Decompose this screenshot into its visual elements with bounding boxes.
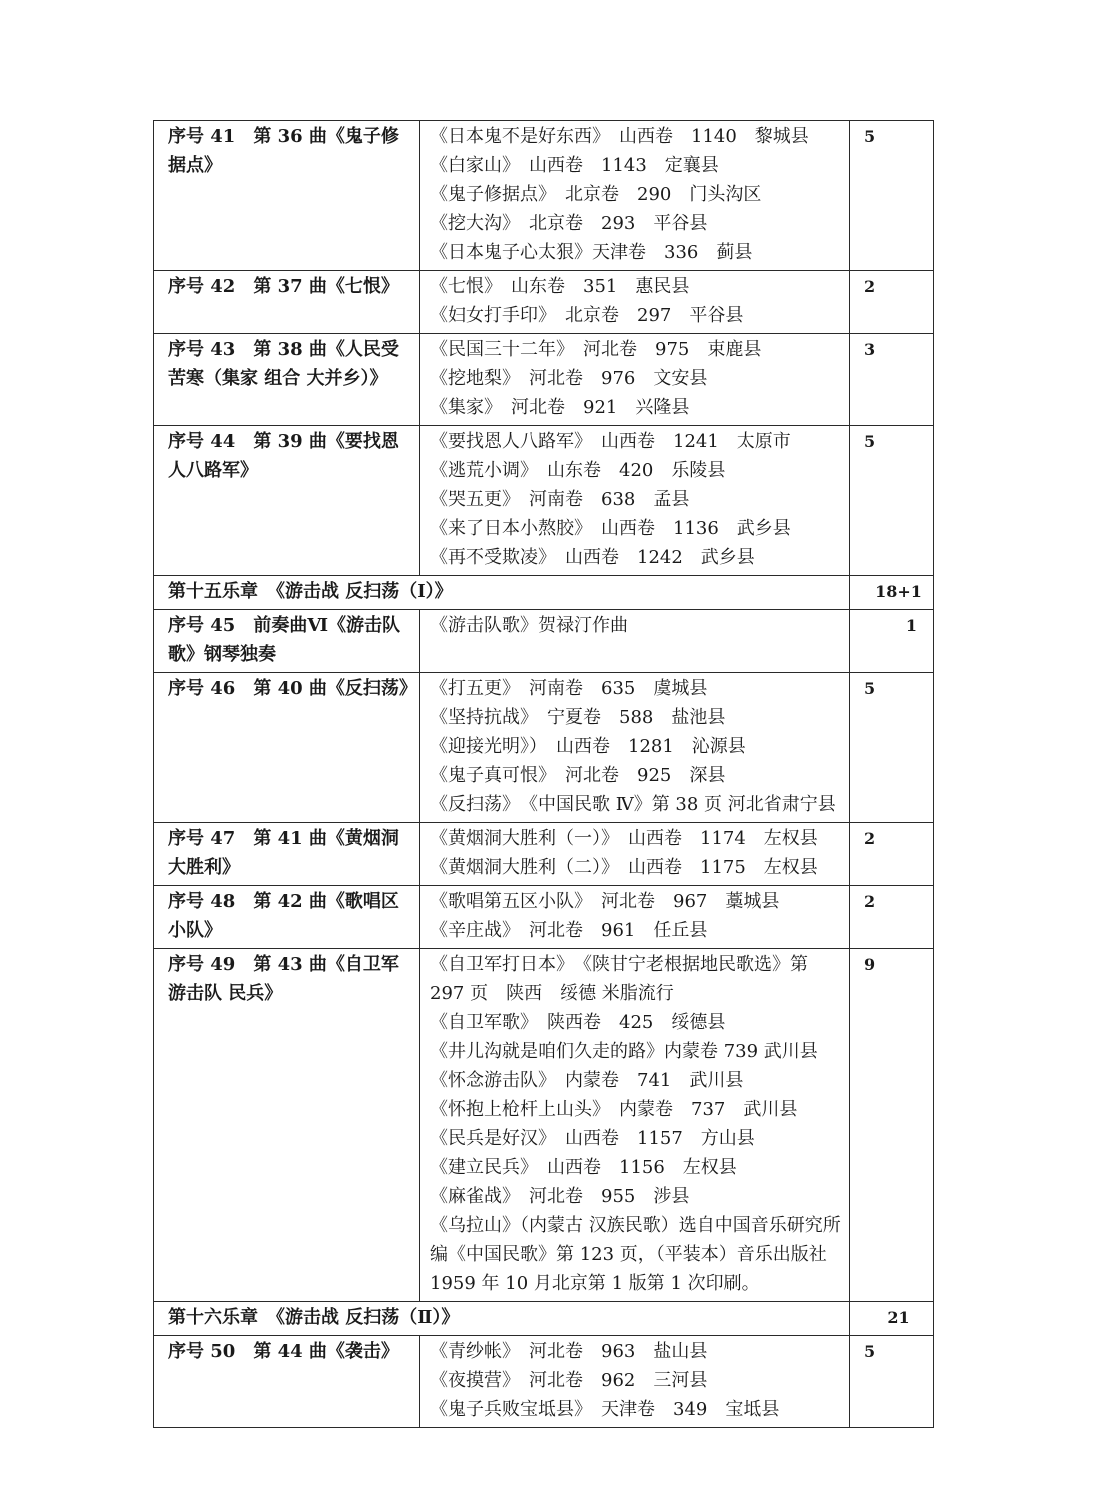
piece-label-cell [154, 949, 420, 1302]
table-row [154, 1336, 934, 1428]
source-line: 《乌拉山》（内蒙古 汉族民歌）选自中国音乐研究所编《中国民歌》第 123 页，（平装本）音乐出版社 1959 年 10 月北京第 1 版第 1 次印刷。 [430, 1215, 841, 1294]
source-line: 《游击队歌》贺禄汀作曲 [430, 615, 628, 636]
chapter-count: 21 [850, 1302, 934, 1336]
source-line: 《辛庄战》 河北卷 961 任丘县 [430, 920, 708, 941]
source-line: 《歌唱第五区小队》 河北卷 967 藁城县 [430, 891, 780, 912]
piece-label: 序号 48 第 42 曲《歌唱区小队》 [168, 891, 399, 941]
chapter-title [154, 576, 850, 610]
piece-label-cell [154, 426, 420, 576]
piece-label-cell [154, 271, 420, 334]
sources-cell [420, 610, 850, 673]
piece-label-cell [154, 886, 420, 949]
count-cell: 2 [850, 886, 934, 949]
chapter-row [154, 576, 934, 610]
count-cell: 5 [850, 426, 934, 576]
source-line: 《来了日本小熬胶》 山西卷 1136 武乡县 [430, 518, 791, 539]
source-line: 《民国三十二年》 河北卷 975 束鹿县 [430, 339, 762, 360]
source-line: 《怀念游击队》 内蒙卷 741 武川县 [430, 1070, 744, 1091]
chapter-count: 18+1 [850, 576, 934, 610]
chapter-title [154, 1302, 850, 1336]
source-line: 《日本鬼子心太狠》天津卷 336 蓟县 [430, 242, 753, 263]
source-line: 《打五更》 河南卷 635 虞城县 [430, 678, 708, 699]
piece-label: 序号 50 第 44 曲《袭击》 [168, 1341, 399, 1362]
count-cell: 3 [850, 334, 934, 426]
source-line: 《自卫军打日本》 《陕甘宁老根据地民歌选》第 297 页 陕西 绥德 米脂流行 [430, 954, 808, 1004]
count-cell: 5 [850, 121, 934, 271]
piece-label: 序号 45 前奏曲Ⅵ《游击队歌》钢琴独奏 [168, 615, 401, 665]
piece-label-cell [154, 121, 420, 271]
source-line: 《怀抱上枪杆上山头》 内蒙卷 737 武川县 [430, 1099, 798, 1120]
piece-label-cell [154, 610, 420, 673]
sources-cell [420, 1336, 850, 1428]
piece-label: 序号 44 第 39 曲《要找恩人八路军》 [168, 431, 399, 481]
table-row [154, 426, 934, 576]
count-cell: 5 [850, 673, 934, 823]
piece-label: 序号 46 第 40 曲《反扫荡》 [168, 678, 417, 699]
source-line: 《建立民兵》 山西卷 1156 左权县 [430, 1157, 737, 1178]
count-cell: 2 [850, 823, 934, 886]
piece-label-cell [154, 334, 420, 426]
chapter-label: 第十六乐章 《游击战 反扫荡（Ⅱ）》 [168, 1307, 460, 1328]
source-line: 《逃荒小调》 山东卷 420 乐陵县 [430, 460, 726, 481]
table-row [154, 610, 934, 673]
source-line: 《妇女打手印》 北京卷 297 平谷县 [430, 305, 744, 326]
source-line: 《迎接光明》） 山西卷 1281 沁源县 [430, 736, 746, 757]
catalog-table [153, 120, 934, 1428]
source-line: 《挖大沟》 北京卷 293 平谷县 [430, 213, 708, 234]
table-row [154, 949, 934, 1302]
table-row [154, 334, 934, 426]
source-line: 《井儿沟就是咱们久走的路》内蒙卷 739 武川县 [430, 1041, 818, 1062]
source-line: 《集家》 河北卷 921 兴隆县 [430, 397, 690, 418]
piece-label-cell [154, 673, 420, 823]
table-row [154, 121, 934, 271]
source-line: 《鬼子真可恨》 河北卷 925 深县 [430, 765, 726, 786]
source-line: 《民兵是好汉》 山西卷 1157 方山县 [430, 1128, 755, 1149]
piece-label: 序号 47 第 41 曲《黄烟洞大胜利》 [168, 828, 399, 878]
source-line: 《夜摸营》 河北卷 962 三河县 [430, 1370, 708, 1391]
source-line: 《黄烟洞大胜利（二）》 山西卷 1175 左权县 [430, 857, 818, 878]
source-line: 《鬼子兵败宝坻县》 天津卷 349 宝坻县 [430, 1399, 780, 1420]
piece-label-cell [154, 823, 420, 886]
source-line: 《坚持抗战》 宁夏卷 588 盐池县 [430, 707, 726, 728]
source-line: 《麻雀战》 河北卷 955 涉县 [430, 1186, 690, 1207]
table-row [154, 886, 934, 949]
table-row [154, 673, 934, 823]
piece-label: 序号 41 第 36 曲《鬼子修据点》 [168, 126, 399, 176]
sources-cell [420, 673, 850, 823]
source-line: 《挖地梨》 河北卷 976 文安县 [430, 368, 708, 389]
sources-cell [420, 886, 850, 949]
source-line: 《自卫军歌》 陕西卷 425 绥德县 [430, 1012, 726, 1033]
sources-cell [420, 271, 850, 334]
piece-label: 序号 49 第 43 曲《自卫军 游击队 民兵》 [168, 954, 399, 1004]
source-line: 《要找恩人八路军》 山西卷 1241 太原市 [430, 431, 791, 452]
source-line: 《黄烟洞大胜利（一）》 山西卷 1174 左权县 [430, 828, 818, 849]
chapter-row [154, 1302, 934, 1336]
table-row [154, 823, 934, 886]
source-line: 《白家山》 山西卷 1143 定襄县 [430, 155, 719, 176]
sources-cell [420, 121, 850, 271]
piece-label-cell [154, 1336, 420, 1428]
source-line: 《七恨》 山东卷 351 惠民县 [430, 276, 690, 297]
catalog-table-body [154, 121, 934, 1428]
chapter-label: 第十五乐章 《游击战 反扫荡（Ⅰ）》 [168, 581, 453, 602]
source-line: 《反扫荡》 《中国民歌 Ⅳ》第 38 页 河北省肃宁县 [430, 794, 836, 815]
sources-cell [420, 823, 850, 886]
count-cell: 1 [850, 610, 934, 673]
source-line: 《鬼子修据点》 北京卷 290 门头沟区 [430, 184, 762, 205]
source-line: 《青纱帐》 河北卷 963 盐山县 [430, 1341, 708, 1362]
piece-label: 序号 42 第 37 曲《七恨》 [168, 276, 399, 297]
source-line: 《再不受欺凌》 山西卷 1242 武乡县 [430, 547, 755, 568]
count-cell: 9 [850, 949, 934, 1302]
source-line: 《哭五更》 河南卷 638 孟县 [430, 489, 690, 510]
count-cell: 5 [850, 1336, 934, 1428]
count-cell: 2 [850, 271, 934, 334]
sources-cell [420, 334, 850, 426]
source-line: 《日本鬼不是好东西》 山西卷 1140 黎城县 [430, 126, 809, 147]
table-row [154, 271, 934, 334]
piece-label: 序号 43 第 38 曲《人民受苦寒（集家 组合 大并乡）》 [168, 339, 399, 389]
sources-cell [420, 426, 850, 576]
sources-cell [420, 949, 850, 1302]
